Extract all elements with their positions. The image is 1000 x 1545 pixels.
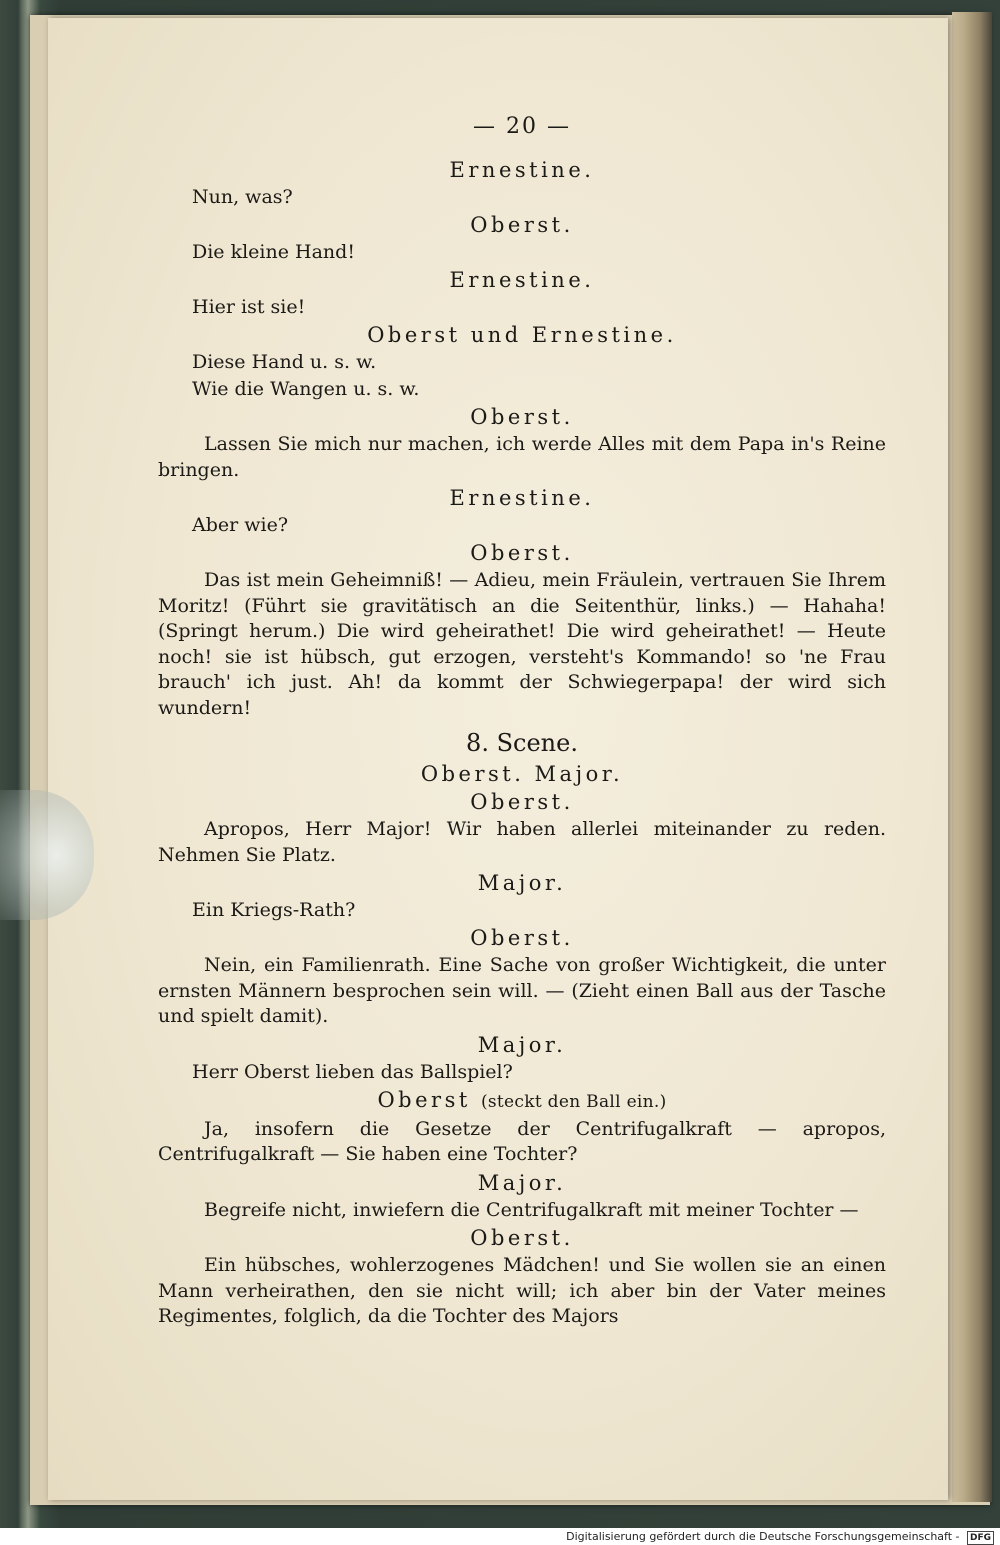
page-number: — 20 — — [473, 114, 571, 139]
footer — [0, 1528, 1000, 1545]
block-text: Oberst. — [470, 541, 574, 565]
block-text: Lassen Sie mich nur machen, ich werde Alles mit dem Papa in's Reine bringen. — [158, 433, 886, 481]
page-edge — [952, 12, 992, 1502]
speaker-name — [158, 267, 886, 293]
block-text: Ernestine. — [449, 486, 595, 510]
block-text: Nein, ein Familienrath. Eine Sache von großer Wichtigkeit, die unter ernsten Männern besprochen sein will. — (Zieht einen Ball aus der Tasche und spielt damit). — [158, 954, 886, 1027]
block-text: Die kleine Hand! — [192, 241, 355, 263]
block-text: Ein hübsches, wohlerzogenes Mädchen! und Sie wollen sie an einen Mann verheirathen, den sie nicht will; ich aber bin der Vater meines Regimentes, folglich, da die Tochter des Majors — [158, 1254, 886, 1327]
page-content — [158, 114, 886, 1332]
speaker-name — [158, 925, 886, 951]
dialogue-text — [192, 350, 886, 375]
block-text: Major. — [477, 1032, 567, 1057]
block-text: Oberst und Ernestine. — [367, 323, 677, 347]
speaker-name — [158, 485, 886, 511]
dialogue-text — [158, 817, 886, 868]
dialogue-text — [158, 953, 886, 1030]
block-text: Major. — [477, 1170, 567, 1195]
block-text: Oberst. — [470, 213, 574, 237]
block-text: Das ist mein Geheimniß! — Adieu, mein Fräulein, vertrauen Sie Ihrem Moritz! (Führt sie gravitätisch an die Seitenthür, links.) — Hahaha! (Springt herum.) Die wird geheirathet! Die wird geheirathet! — Heute noch! sie ist hübsch, gut erzogen, versteht's Kommando! so 'ne Frau brauch' ich just. Ah! da kommt der Schwiegerpapa! der wird sich wundern! — [158, 569, 886, 719]
stage-direction: (steckt den Ball ein.) — [480, 1091, 667, 1112]
block-text: Ernestine. — [449, 158, 595, 182]
speaker-name — [158, 1170, 886, 1196]
dialogue-text — [158, 1253, 886, 1330]
dialogue-text — [158, 432, 886, 483]
speaker-name — [158, 1225, 886, 1251]
speaker-name — [158, 1087, 886, 1115]
dialogue-text — [192, 240, 886, 265]
block-text: Nun, was? — [192, 186, 293, 208]
speaker-name — [158, 761, 886, 787]
dialogue-text — [192, 377, 886, 402]
block-text: Begreife nicht, inwiefern die Centrifugalkraft mit meiner Tochter — — [204, 1198, 859, 1221]
scene-heading — [158, 727, 886, 759]
dialogue-text — [192, 898, 886, 923]
footer-text: Digitalisierung gefördert durch die Deutsche Forschungsgemeinschaft - — [566, 1530, 960, 1543]
block-text: Hier ist sie! — [192, 296, 306, 318]
dfg-logo: DFG — [967, 1531, 994, 1545]
block-text: Aber wie? — [192, 514, 289, 536]
block-text: 8. Scene. — [466, 729, 578, 757]
block-text: Major. — [477, 871, 567, 895]
block-text: Oberst. — [470, 790, 574, 814]
block-text: Oberst. — [470, 405, 574, 429]
block-text: Oberst. — [470, 926, 574, 950]
block-text: Oberst. Major. — [420, 762, 624, 786]
dialogue-text — [192, 1060, 886, 1085]
block-text: Apropos, Herr Major! Wir haben allerlei miteinander zu reden. Nehmen Sie Platz. — [158, 818, 886, 866]
dialogue-text — [158, 568, 886, 721]
block-text: Ja, insofern die Gesetze der Centrifugalkraft — apropos, Centrifugalkraft — Sie haben eine Tochter? — [158, 1117, 886, 1165]
block-text: Ernestine. — [449, 268, 595, 292]
block-text: Ein Kriegs-Rath? — [192, 899, 356, 921]
speaker-name — [158, 322, 886, 348]
speaker-name — [158, 870, 886, 896]
dialogue-text — [158, 1198, 886, 1224]
block-text: Wie die Wangen u. s. w. — [192, 378, 420, 400]
dialogue-text — [192, 185, 886, 210]
dialogue-text — [192, 295, 886, 320]
book-page — [48, 18, 948, 1500]
speaker-name — [158, 789, 886, 815]
block-text: Herr Oberst lieben das Ballspiel? — [192, 1060, 513, 1083]
speaker-name — [158, 157, 886, 183]
text-blocks — [158, 157, 886, 1330]
dialogue-text — [192, 513, 886, 538]
speaker-name — [158, 1032, 886, 1058]
block-text: Oberst. — [470, 1226, 574, 1250]
block-text: Diese Hand u. s. w. — [192, 351, 377, 373]
block-text: Oberst — [377, 1087, 471, 1112]
speaker-name — [158, 212, 886, 238]
speaker-name — [158, 540, 886, 566]
dialogue-text — [158, 1117, 886, 1168]
speaker-name — [158, 404, 886, 430]
